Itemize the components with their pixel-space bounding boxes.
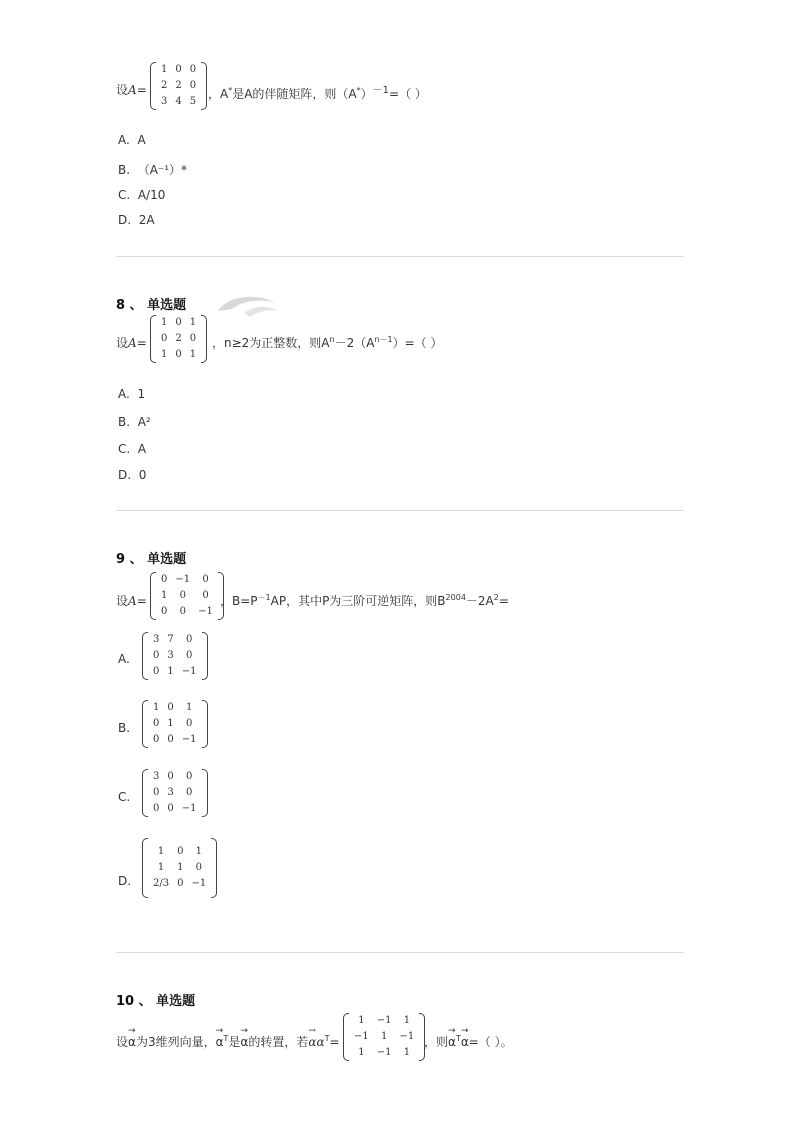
matrix-cell: 0 <box>167 771 174 782</box>
q7-stem-A: A <box>128 83 137 97</box>
option-text: 1 <box>137 387 146 401</box>
matrix-cell: 1 <box>185 702 193 713</box>
q7-star2: * <box>356 86 361 95</box>
q7-stem-prefix: 设 <box>116 83 129 97</box>
matrix-cell: 4 <box>175 96 182 107</box>
q7-option-d[interactable] <box>118 213 155 227</box>
q9-option-a-letter[interactable]: A. <box>118 652 130 666</box>
alpha-vector: → α <box>240 1035 248 1049</box>
alpha-vector: → α <box>461 1035 469 1049</box>
matrix-row <box>149 716 201 732</box>
q9-option-d-letter[interactable]: D. <box>118 874 132 888</box>
q7-option-c[interactable] <box>118 188 165 202</box>
transpose-mark: T <box>455 1034 461 1043</box>
q9-stem-end: = <box>498 594 509 608</box>
matrix-cell: 3 <box>167 787 174 798</box>
q9-option-b-matrix[interactable] <box>142 700 208 748</box>
option-text: A <box>137 442 147 456</box>
matrix-cell: 1 <box>403 1015 411 1026</box>
q8-header: 8 、 单选题 <box>116 298 187 313</box>
matrix-cell: 1 <box>358 1015 365 1026</box>
q10-stem-t2: 是 <box>228 1035 241 1049</box>
q9-header: 9 、 单选题 <box>116 552 187 567</box>
matrix-row <box>149 664 201 680</box>
matrix-cell: 0 <box>185 787 193 798</box>
matrix-cell: 1 <box>161 64 168 75</box>
matrix-cell: −1 <box>376 1047 392 1058</box>
matrix-row <box>350 1029 418 1045</box>
q9-stem-mid: AP，其中P为三阶可逆矩阵，则B <box>270 594 446 608</box>
q7-stem-close: ） <box>360 87 373 101</box>
matrix-cell: 1 <box>161 590 168 601</box>
matrix-cell: 1 <box>167 666 174 677</box>
q9-stem-text: ，B=P <box>220 594 258 608</box>
matrix-row <box>157 588 217 604</box>
q9-option-d-matrix[interactable] <box>142 838 217 898</box>
q8-option-c[interactable] <box>118 442 146 456</box>
transpose-mark: T <box>324 1034 330 1043</box>
option-letter: D. <box>118 468 132 482</box>
matrix-row <box>149 801 201 817</box>
q7-matrix <box>150 62 207 110</box>
q10-stem-t1: 为3维列向量， <box>135 1035 216 1049</box>
matrix-cell: 2 <box>175 80 182 91</box>
matrix-row <box>149 860 210 876</box>
matrix-cell: −1 <box>191 878 207 889</box>
matrix-cell: 0 <box>195 862 203 873</box>
q10-stem-t4: ，则 <box>424 1035 449 1049</box>
matrix-cell: 5 <box>189 96 197 107</box>
q8-sup-n: n <box>329 335 335 344</box>
matrix-row <box>157 315 200 331</box>
matrix-row <box>149 769 201 785</box>
divider <box>116 510 684 511</box>
q9-option-c-letter[interactable]: C. <box>118 790 131 804</box>
matrix-cell: 0 <box>167 803 174 814</box>
q8-option-b[interactable] <box>118 415 151 429</box>
matrix-cell: 0 <box>153 734 160 745</box>
q9-stem-mid2: －2A <box>465 594 494 608</box>
matrix-row <box>157 347 200 363</box>
q8-stem-eq: = <box>136 336 147 350</box>
q7-option-b[interactable] <box>118 161 187 178</box>
matrix-row <box>157 62 200 78</box>
q7-inv: －1 <box>372 85 390 96</box>
option-letter: D. <box>118 213 132 227</box>
matrix-cell: 0 <box>189 64 197 75</box>
matrix-cell: 0 <box>185 650 193 661</box>
q8-stem-rest <box>212 334 443 351</box>
q8-sup-n1: n－1 <box>374 335 393 344</box>
alpha-vector: → α <box>448 1035 456 1049</box>
matrix-cell: 0 <box>161 574 168 585</box>
q9-stem-A: A <box>128 594 137 608</box>
matrix-cell: 0 <box>185 771 193 782</box>
matrix-cell: 0 <box>153 718 160 729</box>
q9-sup-2: 2 <box>493 593 499 602</box>
q7-option-a[interactable] <box>118 133 146 147</box>
q10-matrix <box>343 1013 425 1061</box>
matrix-cell: 0 <box>175 317 182 328</box>
q10-stem <box>116 1033 340 1050</box>
alpha-vector: → α <box>216 1035 224 1049</box>
matrix-cell: 2 <box>175 333 182 344</box>
matrix-cell: 1 <box>157 846 165 857</box>
matrix-cell: 0 <box>179 590 186 601</box>
q9-sup-2004: 2004 <box>445 593 466 602</box>
q8-stem <box>116 334 147 351</box>
q9-matrix <box>150 572 224 620</box>
watermark-logo <box>214 291 282 319</box>
matrix-cell: 7 <box>167 634 174 645</box>
q9-option-b-letter[interactable]: B. <box>118 721 131 735</box>
transpose-mark: T <box>223 1034 229 1043</box>
matrix-row <box>149 844 210 860</box>
matrix-cell: 1 <box>157 862 165 873</box>
q9-stem-prefix: 设 <box>116 594 129 608</box>
matrix-cell: 3 <box>153 771 160 782</box>
matrix-cell: 1 <box>167 718 174 729</box>
q10-header: 10 、 单选题 <box>116 994 196 1009</box>
q9-stem-rest <box>220 592 509 609</box>
matrix-row <box>157 572 217 588</box>
q8-stem-prefix: 设 <box>116 336 129 350</box>
matrix-cell: 0 <box>189 80 197 91</box>
q8-stem-end: ）=（ ） <box>392 336 443 350</box>
matrix-cell: −1 <box>399 1031 415 1042</box>
q9-stem-eq: = <box>136 594 147 608</box>
matrix-cell: 0 <box>202 590 209 601</box>
q7-star: * <box>228 86 233 95</box>
option-text: 2A <box>138 213 155 227</box>
matrix-cell: 1 <box>189 317 197 328</box>
matrix-cell: −1 <box>181 734 197 745</box>
matrix-cell: 3 <box>153 634 160 645</box>
option-text: （A⁻¹）* <box>137 163 188 177</box>
q7-stem-eq: = <box>136 83 147 97</box>
matrix-cell: 1 <box>153 702 160 713</box>
matrix-cell: −1 <box>198 606 213 617</box>
matrix-row <box>149 648 201 664</box>
q8-stem-text: ，n≥2为正整数，则A <box>212 336 330 350</box>
matrix-row <box>157 94 200 110</box>
matrix-row <box>149 785 201 801</box>
matrix-cell: −1 <box>354 1031 369 1042</box>
q9-option-c-matrix[interactable] <box>142 769 208 817</box>
q8-matrix <box>150 315 207 363</box>
matrix-cell: 0 <box>175 349 182 360</box>
matrix-cell: 0 <box>153 787 160 798</box>
option-text: A/10 <box>137 188 166 202</box>
option-text: A² <box>137 415 151 429</box>
q8-stem-A: A <box>128 336 137 350</box>
matrix-row <box>149 700 201 716</box>
option-letter: B. <box>118 163 131 177</box>
q10-stem-eq: = <box>329 1035 340 1049</box>
matrix-cell: −1 <box>175 574 191 585</box>
matrix-cell: 0 <box>177 878 184 889</box>
matrix-cell: −1 <box>181 666 197 677</box>
matrix-row <box>157 604 217 620</box>
matrix-cell: 0 <box>177 846 184 857</box>
q9-stem <box>116 592 147 609</box>
matrix-cell: 1 <box>189 349 197 360</box>
matrix-cell: 0 <box>175 64 182 75</box>
matrix-row <box>157 331 200 347</box>
matrix-cell: 1 <box>358 1047 365 1058</box>
divider <box>116 256 684 257</box>
matrix-cell: 0 <box>167 734 174 745</box>
matrix-cell: 0 <box>189 333 197 344</box>
matrix-cell: 1 <box>161 317 168 328</box>
q8-option-d[interactable] <box>118 468 146 482</box>
option-text: A <box>137 133 146 147</box>
matrix-cell: 0 <box>167 702 174 713</box>
matrix-row <box>350 1045 418 1061</box>
matrix-row <box>149 732 201 748</box>
matrix-cell: 0 <box>161 606 168 617</box>
alpha-vector: → α <box>128 1035 136 1049</box>
matrix-cell: 0 <box>153 666 160 677</box>
matrix-cell: 1 <box>380 1031 388 1042</box>
option-letter: C. <box>118 442 131 456</box>
q8-stem-mid: －2（A <box>334 336 375 350</box>
matrix-cell: 0 <box>202 574 209 585</box>
matrix-cell: 1 <box>161 349 168 360</box>
q9-sup-inv: －1 <box>257 593 271 602</box>
matrix-cell: 2/3 <box>153 878 170 889</box>
option-letter: A. <box>118 387 130 401</box>
q7-stem <box>116 81 147 98</box>
q9-option-a-matrix[interactable] <box>142 632 208 680</box>
divider <box>116 952 684 953</box>
option-letter: C. <box>118 188 131 202</box>
q10-stem-rest <box>424 1033 513 1050</box>
matrix-row <box>149 876 210 892</box>
matrix-cell: 0 <box>161 333 168 344</box>
matrix-cell: 1 <box>177 862 184 873</box>
q7-stem-end: =（ ） <box>389 87 427 101</box>
matrix-cell: 0 <box>179 606 186 617</box>
q10-stem-end: =（ ）。 <box>468 1035 513 1049</box>
matrix-cell: −1 <box>376 1015 392 1026</box>
matrix-cell: 3 <box>161 96 168 107</box>
q10-stem-prefix: 设 <box>116 1035 129 1049</box>
matrix-row <box>149 632 201 648</box>
matrix-cell: 1 <box>195 846 203 857</box>
matrix-cell: −1 <box>181 803 197 814</box>
matrix-row <box>157 78 200 94</box>
q8-option-a[interactable] <box>118 387 145 401</box>
matrix-cell: 2 <box>161 80 168 91</box>
matrix-cell: 0 <box>185 718 193 729</box>
matrix-cell: 0 <box>153 803 160 814</box>
matrix-cell: 3 <box>167 650 174 661</box>
alpha-alpha: → αα <box>308 1035 324 1049</box>
matrix-cell: 0 <box>185 634 193 645</box>
matrix-cell: 0 <box>153 650 160 661</box>
matrix-row <box>350 1013 418 1029</box>
q7-stem-text: 是A的伴随矩阵，则（A <box>232 87 357 101</box>
option-letter: A. <box>118 133 130 147</box>
q10-stem-t3: 的转置，若 <box>248 1035 309 1049</box>
matrix-cell: 1 <box>403 1047 411 1058</box>
option-text: 0 <box>138 468 147 482</box>
q7-stem-rest <box>208 81 427 102</box>
option-letter: B. <box>118 415 131 429</box>
q7-stem-mid: ，A <box>208 87 229 101</box>
